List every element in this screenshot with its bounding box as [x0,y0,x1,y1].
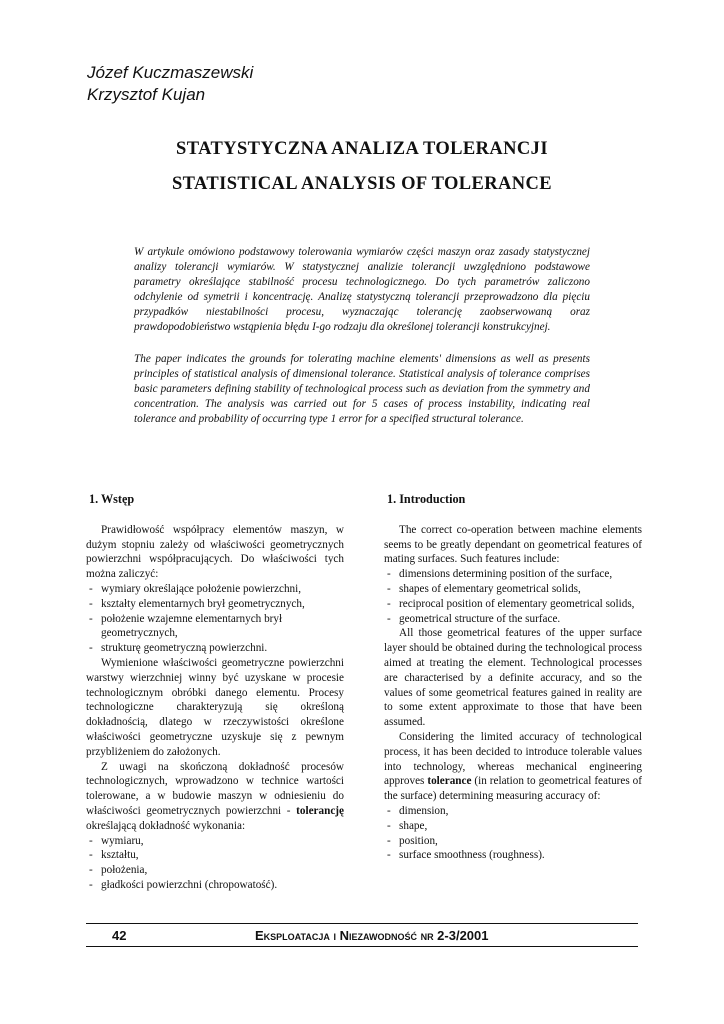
text-run: (in relation to geometrical features of the surface) determining measuring accuracy of: [384,775,642,803]
list-item: - surface smoothness (roughness). [384,848,642,863]
right-column [384,492,642,863]
bullet-list [384,804,642,863]
title-english: STATISTICAL ANALYSIS OF TOLERANCE [171,174,553,194]
abstract-english: The paper indicates the grounds for tolerating machine elements' dimensions as well as presents principles of statistical analysis of dimensional tolerance. Statistical analysis of tolerance comprises basic parameters defining stability of technological process such as deviation from the symmetry and concentration. The analysis was carried out for 5 cases of process instability, indicating real tolerance and probability of occurring type 1 error for a specified structural tolerance. [134,353,590,426]
list-item: - position, [384,834,642,849]
bullet-list [86,834,344,893]
paragraph: Wymienione właściwości geometryczne powierzchni warstwy wierzchniej winny być uzyskane w procesie technologicznym obróbki danego elementu. Procesy technologiczne charakteryzują się określoną dokładnością, dlatego w rzeczywistości określone właściwości geometryczne uzyskuje się z pewnym przybliżeniem do założonych. [86,656,344,758]
abstract-polish: W artykule omówiono podstawowy tolerowania wymiarów części maszyn oraz zasady statystycznej analizy tolerancji wymiarów. W statystycznej analizie tolerancji uwzględniono podstawowe parametry określające stabilność procesu technologicznego. Do tych parametrów zaliczono odchylenie od symetrii i koncentrację. Analizę statystyczną tolerancji przeprowadzono dla pięciu przypadków niestabilności procesu, wyznaczając tolerancję zaobserwowaną oraz prawdopodobieństwo wstąpienia błędu I-go rodzaju dla określonej tolerancji konstrukcyjnej. [134,246,590,334]
paragraph: All those geometrical features of the upper surface layer should be obtained during the technological process aimed at treating the element. Technological processes are characterised by a definite accuracy, and so the values of some geometrical features gained in reality are to some extent approximate to those that have been assumed. [384,627,642,729]
journal-title: Eksploatacja i Niezawodność nr 2-3/2001 [255,928,489,943]
author-name: Józef Kuczmaszewski [87,63,254,82]
list-item: - geometrical structure of the surface. [384,612,642,627]
text-run: określającą dokładność wykonania: [86,819,246,832]
list-item: - położenie wzajemne elementarnych brył geometrycznych, [86,612,344,642]
title-polish: STATYSTYCZNA ANALIZA TOLERANCJI [176,139,548,159]
list-item: - dimension, [384,804,642,819]
emphasis: tolerancję [296,804,344,817]
bullet-list [384,567,642,626]
footer-rule-top [86,923,638,924]
list-item: - shape, [384,819,642,834]
left-column [86,492,344,893]
page-number: 42 [112,928,127,943]
paragraph: Prawidłowość współpracy elementów maszyn, w dużym stopniu zależy od właściwości geometrycznych powierzchni współpracujących. Do właściwości tych można zaliczyć: [86,523,344,581]
footer-rule-bottom [86,946,638,947]
paragraph [384,730,642,804]
list-item: - dimensions determining position of the surface, [384,567,642,582]
list-item: - gładkości powierzchni (chropowatość). [86,878,344,893]
bullet-list [86,582,344,656]
section-heading: 1. Introduction [387,492,466,506]
list-item: - reciprocal position of elementary geometrical solids, [384,597,642,612]
list-item: - kształtu, [86,848,344,863]
text-run: Z uwagi na skończoną dokładność procesów technologicznych, wprowadzono w technice wartości tolerowane, a w budowie maszyn w odniesieniu do właściwości geometrycznych powierzchni - [86,760,344,817]
section-heading: 1. Wstęp [89,492,135,506]
list-item: - kształty elementarnych brył geometrycznych, [86,597,344,612]
list-item: - wymiaru, [86,834,344,849]
paragraph [86,760,344,834]
emphasis: tolerance [427,775,472,788]
list-item: - strukturę geometryczną powierzchni. [86,641,344,656]
text-run: Considering the limited accuracy of technological process, it has been decided to introduce tolerable values into technology, whereas mechanical engineering approves [384,730,642,788]
paragraph: The correct co-operation between machine elements seems to be greatly dependant on geometrical features of mating surfaces. Such features include: [384,523,642,566]
list-item: - wymiary określające położenie powierzchni, [86,582,344,597]
authors [87,62,253,106]
list-item: - shapes of elementary geometrical solids, [384,582,642,597]
list-item: - położenia, [86,863,344,878]
author-name: Krzysztof Kujan [87,85,206,104]
